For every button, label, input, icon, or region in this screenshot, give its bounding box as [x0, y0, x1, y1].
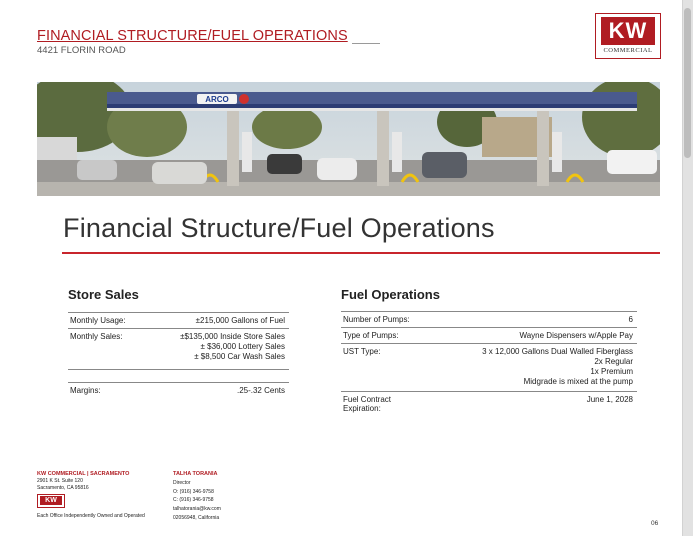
row-value: .25-.32 Cents: [236, 386, 285, 395]
footer-agent: [173, 471, 221, 522]
office-address-line1: 2901 K St. Suite 120: [37, 477, 83, 484]
row-value: ±$135,000 Inside Store Sales ± $36,000 Lottery Sales ± $8,500 Car Wash Sales: [180, 332, 285, 361]
kw-commercial-logo: [595, 13, 661, 59]
header-rule: [352, 43, 380, 44]
section-heading: Financial Structure/Fuel Operations: [63, 213, 495, 243]
row-value: June 1, 2028: [586, 395, 633, 404]
table-row: [341, 312, 637, 328]
agent-license: 02056948, California: [173, 514, 220, 521]
office-note: Each Office Independently Owned and Operated: [37, 513, 145, 520]
row-label: Monthly Sales:: [70, 332, 123, 341]
row-label: Margins:: [70, 386, 101, 395]
agent-cell-phone[interactable]: C: (916) 346-9758: [173, 497, 214, 504]
agent-office-phone[interactable]: O: (916) 346-9758: [173, 488, 214, 495]
row-label: Monthly Usage:: [70, 316, 126, 325]
row-label: UST Type:: [343, 347, 381, 356]
store-sales-table: [68, 312, 289, 400]
header-subtitle: 4421 FLORIN ROAD: [37, 45, 126, 56]
footer-kw-logo: KW: [37, 494, 65, 508]
table-row: [68, 329, 289, 370]
page-number: 06: [651, 520, 659, 527]
row-value: ±215,000 Gallons of Fuel: [195, 316, 285, 325]
row-label: Fuel Contract Expiration:: [343, 395, 392, 413]
table-row: [68, 313, 289, 329]
fuel-operations-title: Fuel Operations: [341, 287, 440, 302]
row-value: 6: [628, 315, 633, 324]
table-row: [341, 392, 637, 422]
gas-station-photo: [37, 82, 660, 196]
row-value: Wayne Dispensers w/Apple Pay: [519, 331, 633, 340]
office-address-line2: Sacramento, CA 95816: [37, 484, 89, 491]
scrollbar-thumb[interactable]: [684, 8, 691, 158]
store-sales-title: Store Sales: [68, 287, 139, 302]
row-label: Number of Pumps:: [343, 315, 410, 324]
footer-office: [37, 471, 145, 520]
fuel-operations-table: [341, 311, 637, 422]
office-name: KW COMMERCIAL | SACRAMENTO: [37, 471, 130, 477]
table-row: [68, 383, 289, 400]
canopy-sign-text: ARCO: [205, 95, 229, 104]
logo-subtext: COMMERCIAL: [603, 47, 653, 54]
agent-name: TALHA TORANIA: [173, 471, 218, 477]
table-row: [341, 328, 637, 344]
header-title: FINANCIAL STRUCTURE/FUEL OPERATIONS: [37, 28, 348, 44]
agent-email[interactable]: talhatorania@kw.com: [173, 506, 221, 513]
row-value: 3 x 12,000 Gallons Dual Walled Fiberglass 2x Regular 1x Premium Midgrade is mixed at the pump: [482, 347, 633, 386]
vertical-scrollbar[interactable]: [682, 0, 693, 536]
logo-mark: KW: [601, 17, 655, 45]
table-row: [341, 344, 637, 392]
row-label: Type of Pumps:: [343, 331, 399, 340]
heading-rule: [62, 252, 660, 254]
agent-title: Director: [173, 479, 191, 486]
